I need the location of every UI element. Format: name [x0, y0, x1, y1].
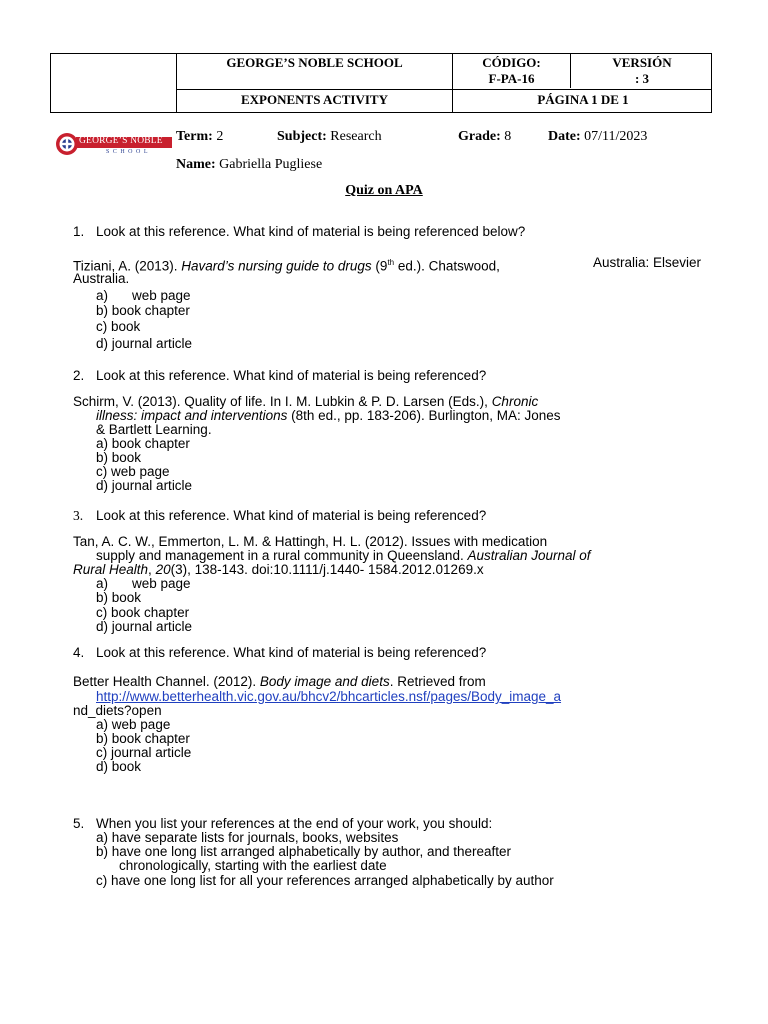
q3-option-d[interactable]: d) journal article — [96, 619, 193, 634]
question-2-reference-line2: illness: impact and interventions (8th ed., pp. 183-206). Burlington, MA: Jones — [96, 408, 561, 423]
q1-option-c[interactable]: c) book — [96, 319, 141, 334]
grade-field: Grade: 8 — [458, 129, 512, 144]
page-indicator: PÁGINA 1 DE 1 — [537, 92, 629, 107]
logo-name: GEORGE’S NOBLE — [79, 136, 163, 146]
question-4-reference-link[interactable]: http://www.betterhealth.vic.gov.au/bhcv2/bhcarticles.nsf/pages/Body_image_a — [96, 689, 562, 704]
q1-option-a[interactable]: a) web page — [96, 288, 191, 303]
question-3-reference-line3: Rural Health, 20(3), 138-143. doi:10.1111/j.1440- 1584.2012.01269.x — [73, 562, 484, 577]
q5-option-c[interactable]: c) have one long list for all your references arranged alphabetically by author — [96, 873, 554, 888]
question-1-number: 1. — [73, 224, 85, 239]
q3-option-b[interactable]: b) book — [96, 590, 142, 605]
q3-option-c[interactable]: c) book chapter — [96, 605, 190, 620]
question-5-number: 5. — [73, 816, 85, 831]
q2-option-a[interactable]: a) book chapter — [96, 436, 190, 451]
question-1-reference-publisher: Australia: Elsevier — [593, 255, 702, 270]
question-5-text: When you list your references at the end of your work, you should: — [96, 816, 493, 831]
date-field: Date: 07/11/2023 — [548, 129, 648, 144]
question-1-reference-line2: Australia. — [73, 271, 130, 286]
q2-option-c[interactable]: c) web page — [96, 464, 170, 479]
logo-subtitle: S C H O O L — [106, 149, 149, 155]
codigo-value: F-PA-16 — [488, 71, 535, 86]
q4-option-b[interactable]: b) book chapter — [96, 731, 190, 746]
question-2-text: Look at this reference. What kind of material is being referenced? — [96, 368, 487, 383]
q4-option-c[interactable]: c) journal article — [96, 745, 192, 760]
question-4-reference-line3: nd_diets?open — [73, 703, 162, 718]
header-table — [50, 53, 712, 113]
question-4-reference: Better Health Channel. (2012). Body image and diets. Retrieved from — [73, 674, 486, 689]
question-4-text: Look at this reference. What kind of material is being referenced? — [96, 645, 487, 660]
question-3-number: 3. — [73, 508, 84, 523]
q2-option-b[interactable]: b) book — [96, 450, 142, 465]
school-name: GEORGE’S NOBLE SCHOOL — [226, 55, 403, 70]
q5-option-b-continuation: chronologically, starting with the earliest date — [119, 858, 387, 873]
q2-option-d[interactable]: d) journal article — [96, 478, 193, 493]
q4-option-d[interactable]: d) book — [96, 759, 142, 774]
term-field: Term: 2 — [176, 129, 224, 144]
activity-title: EXPONENTS ACTIVITY — [240, 92, 388, 107]
question-2-reference-line3: & Bartlett Learning. — [96, 422, 212, 437]
student-name-field: Name: Gabriella Pugliese — [176, 157, 323, 172]
question-1-text: Look at this reference. What kind of material is being referenced below? — [96, 224, 526, 239]
subject-field: Subject: Research — [277, 129, 382, 144]
codigo-label: CÓDIGO: — [482, 55, 541, 70]
question-1-reference: Tiziani, A. (2013). Havard’s nursing guide to drugs (9th ed.). Chatswood, — [73, 258, 500, 274]
q4-option-a[interactable]: a) web page — [96, 717, 171, 732]
q1-option-d[interactable]: d) journal article — [96, 336, 193, 351]
q3-option-a[interactable]: a) web page — [96, 576, 191, 591]
question-3-reference-line2: supply and management in a rural community in Queensland. Australian Journal of — [96, 548, 591, 563]
version-label: VERSIÓN — [612, 55, 672, 70]
page-title: Quiz on APA — [345, 183, 423, 198]
question-3-reference: Tan, A. C. W., Emmerton, L. M. & Hattingh, H. L. (2012). Issues with medication — [73, 534, 548, 549]
question-4-number: 4. — [73, 645, 85, 660]
q1-option-b[interactable]: b) book chapter — [96, 303, 190, 318]
q5-option-a[interactable]: a) have separate lists for journals, books, websites — [96, 830, 399, 845]
school-logo — [54, 130, 174, 158]
question-3-text: Look at this reference. What kind of material is being referenced? — [96, 508, 487, 523]
question-2-reference: Schirm, V. (2013). Quality of life. In I. M. Lubkin & P. D. Larsen (Eds.), Chronic — [73, 394, 539, 409]
q5-option-b[interactable]: b) have one long list arranged alphabetically by author, and thereafter — [96, 844, 512, 859]
version-value: : 3 — [634, 71, 650, 86]
question-2-number: 2. — [73, 368, 85, 383]
